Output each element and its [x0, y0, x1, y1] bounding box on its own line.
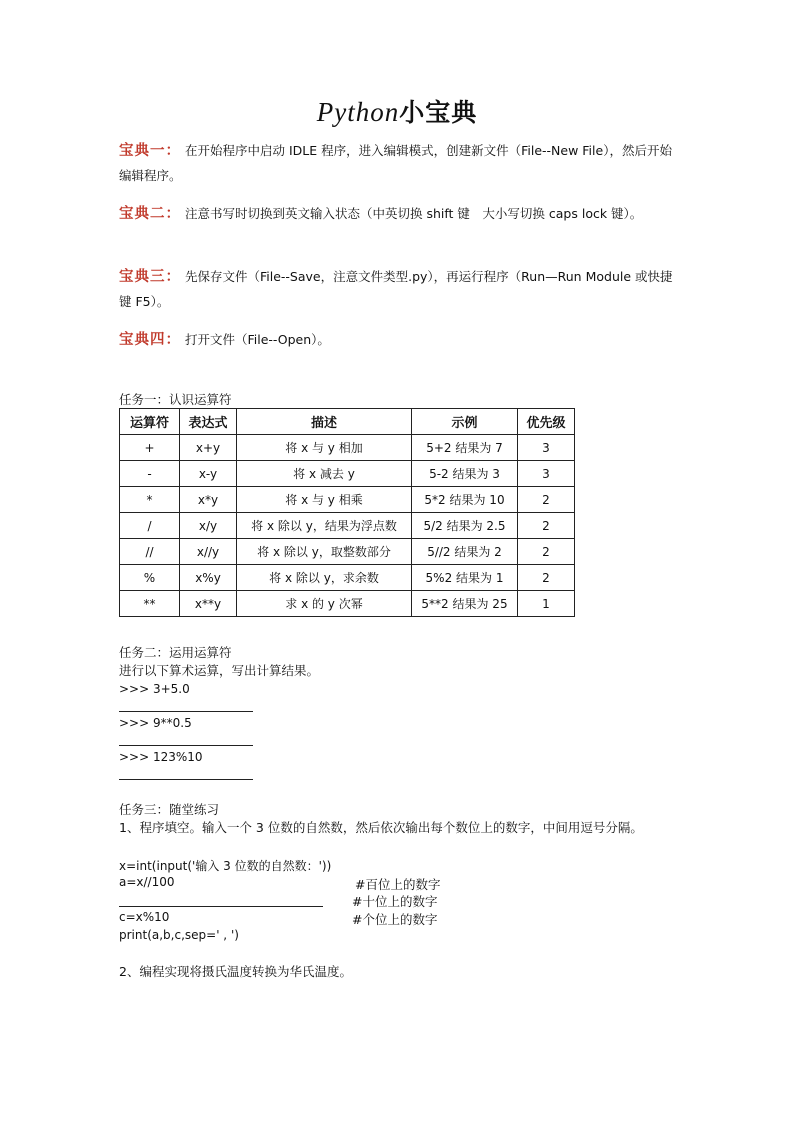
task3-question-1: 1、程序填空。输入一个 3 位数的自然数，然后依次输出每个数位上的数字，中间用逗号分隔。 — [119, 820, 643, 835]
tip-2 — [119, 201, 679, 226]
header-example: 示例 — [412, 409, 518, 435]
code-line-4: c=x%10 — [119, 910, 170, 924]
answer-blank-1[interactable] — [119, 711, 253, 712]
code-comment-4: #个位上的数字 — [352, 912, 438, 927]
cell-example: 5*2 结果为 10 — [412, 487, 518, 513]
code-comment-2: #百位上的数字 — [355, 877, 441, 892]
page-title — [0, 93, 794, 129]
table-row — [120, 539, 575, 565]
tip-2-label: 宝典二： — [119, 205, 181, 222]
cell-expression: x-y — [180, 461, 237, 487]
tip-2-text: 注意书写时切换到英文输入状态（中英切换 shift 键 大小写切换 caps lock 键）。 — [184, 206, 643, 221]
cell-description: 求 x 的 y 次幂 — [237, 591, 412, 617]
expr-2: >>> 9**0.5 — [119, 716, 192, 730]
tip-4-text: 打开文件（File--Open）。 — [184, 332, 330, 347]
cell-description: 将 x 减去 y — [237, 461, 412, 487]
title-cjk: 小宝典 — [399, 98, 478, 127]
task2-title: 任务二：运用运算符 — [119, 645, 232, 660]
cell-description: 将 x 除以 y，结果为浮点数 — [237, 513, 412, 539]
task2-intro: 进行以下算术运算，写出计算结果。 — [119, 663, 320, 678]
table-header-row — [120, 409, 575, 435]
code-line-2: a=x//100 — [119, 875, 175, 889]
cell-expression: x/y — [180, 513, 237, 539]
table-row — [120, 591, 575, 617]
cell-example: 5+2 结果为 7 — [412, 435, 518, 461]
operator-table — [119, 408, 575, 617]
tip-1-text: 在开始程序中启动 IDLE 程序，进入编辑模式，创建新文件（File--New File），然后开始编辑程序。 — [119, 143, 672, 183]
table-row — [120, 565, 575, 591]
tip-3-label: 宝典三： — [119, 268, 181, 285]
cell-expression: x**y — [180, 591, 237, 617]
header-description: 描述 — [237, 409, 412, 435]
title-latin: Python — [316, 97, 400, 127]
cell-description: 将 x 与 y 相加 — [237, 435, 412, 461]
header-operator: 运算符 — [120, 409, 180, 435]
task3-title: 任务三：随堂练习 — [119, 802, 220, 817]
code-comment-3: #十位上的数字 — [352, 894, 438, 909]
cell-priority: 3 — [518, 461, 575, 487]
cell-priority: 1 — [518, 591, 575, 617]
code-line-1: x=int(input('输入 3 位数的自然数：')) — [119, 859, 332, 873]
tip-4-label: 宝典四： — [119, 331, 181, 348]
table-row — [120, 513, 575, 539]
cell-expression: x*y — [180, 487, 237, 513]
cell-expression: x//y — [180, 539, 237, 565]
cell-priority: 2 — [518, 539, 575, 565]
cell-example: 5-2 结果为 3 — [412, 461, 518, 487]
cell-operator: + — [120, 435, 180, 461]
cell-operator: // — [120, 539, 180, 565]
task1-title: 任务一：认识运算符 — [119, 392, 232, 407]
answer-blank-3[interactable] — [119, 779, 253, 780]
table-body — [120, 435, 575, 617]
tip-1-label: 宝典一： — [119, 142, 181, 159]
task3-question-2: 2、编程实现将摄氏温度转换为华氏温度。 — [119, 964, 352, 979]
answer-blank-2[interactable] — [119, 745, 253, 746]
cell-operator: ** — [120, 591, 180, 617]
table-row — [120, 435, 575, 461]
cell-example: 5//2 结果为 2 — [412, 539, 518, 565]
table-row — [120, 461, 575, 487]
header-expression: 表达式 — [180, 409, 237, 435]
tip-3-text: 先保存文件（File--Save，注意文件类型.py），再运行程序（Run—Run Module 或快捷键 F5）。 — [119, 269, 673, 309]
cell-example: 5**2 结果为 25 — [412, 591, 518, 617]
cell-priority: 2 — [518, 565, 575, 591]
cell-expression: x+y — [180, 435, 237, 461]
cell-example: 5%2 结果为 1 — [412, 565, 518, 591]
cell-description: 将 x 除以 y，求余数 — [237, 565, 412, 591]
cell-expression: x%y — [180, 565, 237, 591]
tip-1 — [119, 138, 679, 188]
cell-example: 5/2 结果为 2.5 — [412, 513, 518, 539]
table-row — [120, 487, 575, 513]
cell-priority: 2 — [518, 513, 575, 539]
expr-1: >>> 3+5.0 — [119, 682, 190, 696]
code-line-5: print(a,b,c,sep=' , ') — [119, 928, 239, 942]
code-blank-line[interactable] — [119, 906, 323, 907]
cell-operator: * — [120, 487, 180, 513]
cell-operator: % — [120, 565, 180, 591]
cell-description: 将 x 与 y 相乘 — [237, 487, 412, 513]
cell-operator: / — [120, 513, 180, 539]
cell-operator: - — [120, 461, 180, 487]
cell-priority: 3 — [518, 435, 575, 461]
cell-description: 将 x 除以 y，取整数部分 — [237, 539, 412, 565]
header-priority: 优先级 — [518, 409, 575, 435]
expr-3: >>> 123%10 — [119, 750, 203, 764]
tip-3 — [119, 264, 679, 314]
tip-4 — [119, 327, 679, 352]
cell-priority: 2 — [518, 487, 575, 513]
